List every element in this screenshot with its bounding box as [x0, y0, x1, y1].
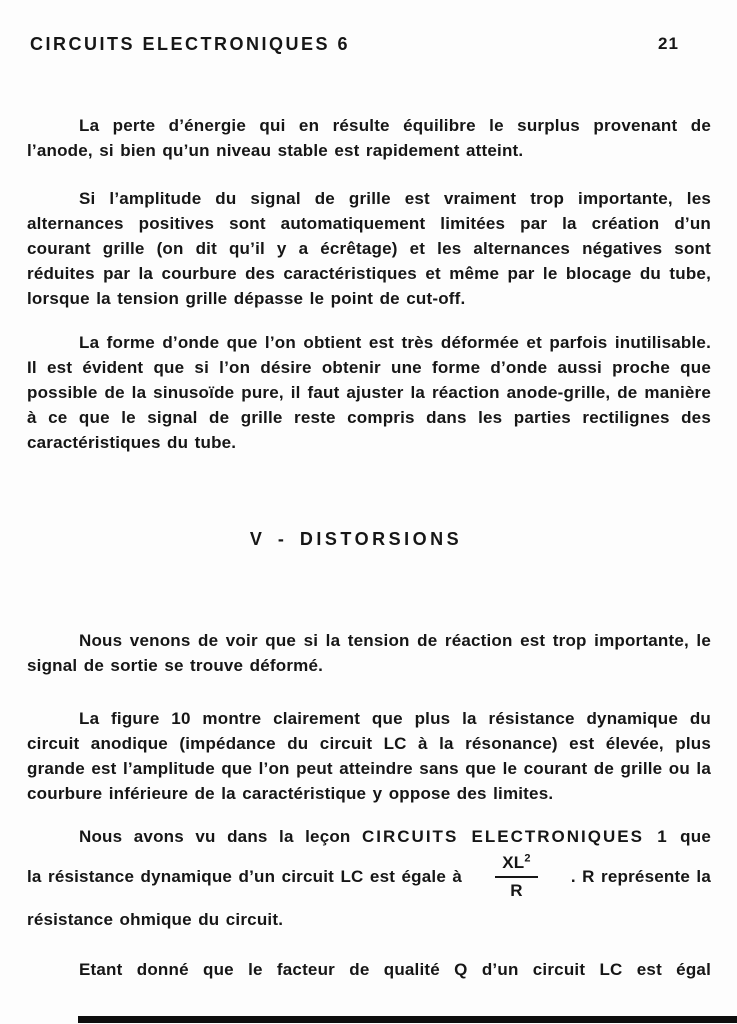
fraction-numerator-base: XL [502, 853, 525, 873]
page-header-title: CIRCUITS ELECTRONIQUES 6 [30, 34, 351, 54]
paragraph-waveform-distortion: La forme d’onde que l’on obtient est très déformée et parfois inutilisable. Il est évident que si l’on désire obtenir une forme d’onde aussi proche que possible de la sinusoïde pure, il faut ajuster la réaction anode-grille, de manière à ce que le signal de grille reste compris dans les parties rectilignes des caractéristiques du tube. [27, 333, 711, 452]
fraction-xl-squared-over-r [495, 853, 537, 900]
paragraph-reaction-voltage: Nous venons de voir que si la tension de réaction est trop importante, le signal de sortie se trouve déformé. [27, 631, 711, 675]
formula-line1-pre: Nous avons vu dans la leçon [79, 827, 362, 846]
paragraph-grid-signal-limiting: Si l’amplitude du signal de grille est vraiment trop importante, les alternances positives sont automatiquement limitées par la création d’un courant grille (on dit qu’il y a écrêtage) et les alternances négatives sont réduites par la courbure des caractéristiques et même par le blocage du tube, lorsque la tension grille dépasse le point de cut-off. [27, 189, 711, 308]
scan-artifact-bar [78, 1016, 737, 1023]
fraction-exponent: 2 [524, 852, 531, 865]
formula-line2-post: . R représente la [570, 867, 711, 886]
page-number: 21 [658, 34, 679, 53]
formula-line1-post: que [668, 827, 711, 846]
section-heading-distorsions: V - DISTORSIONS [249, 529, 463, 549]
formula-line-3: résistance ohmique du circuit. [27, 910, 284, 929]
paragraph-energy-balance: La perte d’énergie qui en résulte équilibre le surplus provenant de l’anode, si bien qu’un niveau stable est rapidement atteint. [27, 116, 711, 160]
formula-line-2 [27, 852, 711, 902]
paragraph-quality-factor: Etant donné que le facteur de qualité Q d’un circuit LC est égal [79, 960, 711, 979]
fraction-numerator [495, 853, 537, 878]
formula-line-1 [27, 824, 711, 849]
fraction-denominator: R [510, 881, 523, 900]
paragraph-lc-formula [27, 824, 711, 932]
formula-line2-pre: la résistance dynamique d’un circuit LC est égale à [27, 867, 463, 886]
lesson-reference: CIRCUITS ELECTRONIQUES 1 [362, 827, 669, 846]
paragraph-figure10-dynamic-resistance: La figure 10 montre clairement que plus la résistance dynamique du circuit anodique (impédance du circuit LC à la résonance) est élevée, plus grande est l’amplitude que l’on peut atteindre sans que le courant de grille ou la courbure inférieure de la caractéristique y oppose des limites. [27, 709, 711, 803]
